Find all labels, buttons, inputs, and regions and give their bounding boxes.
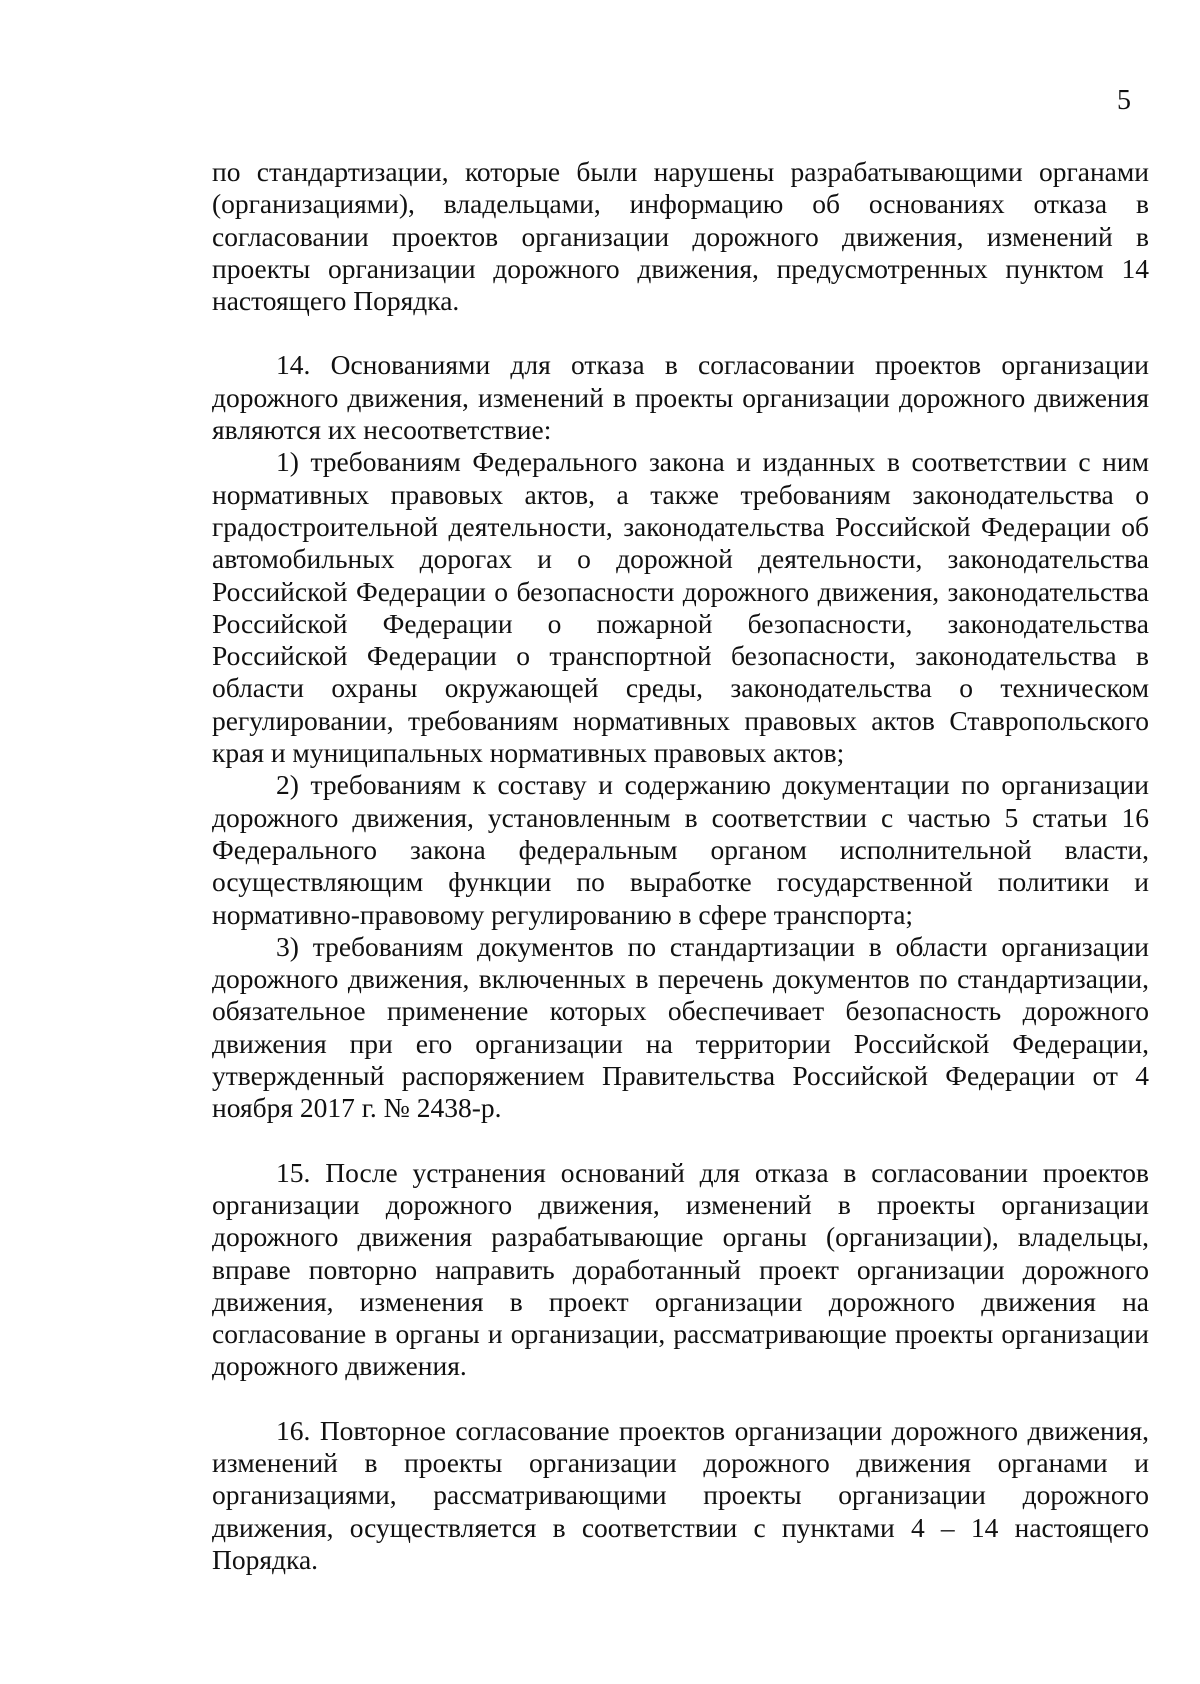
paragraph-item-14-3: 3) требованиям документов по стандартизации в области организации дорожного движения, включенных в перечень документов по стандартизации, обязательное применение которых обеспечивает безопасность дорожного движения при его организации на территории Российской Федерации, утвержденный распоряжением Правительства Российской Федерации от 4 ноября 2017 г. № 2438-р. [212,930,1149,1124]
page-number: 5 [1117,85,1131,116]
paragraph-item-15: 15. После устранения оснований для отказа в согласовании проектов организации дорожного движения, изменений в проекты организации дорожного движения разрабатывающие органы (организации), владельцы, вправе повторно направить доработанный проект организации дорожного движения, изменения в проект организации дорожного движения на согласование в органы и организации, рассматривающие проекты организации дорожного движения. [212,1156,1149,1382]
paragraph-item-14-1: 1) требованиям Федерального закона и изданных в соответствии с ним нормативных правовых актов, а также требованиям законодательства о градостроительной деятельности, законодательства Российской Федерации об автомобильных дорогах и о дорожной деятельности, законодательства Российской Федерации о безопасности дорожного движения, законодательства Российской Федерации о пожарной безопасности, законодательства Российской Федерации о транспортной безопасности, законодательства в области охраны окружающей среды, законодательства о техническом регулировании, требованиям нормативных правовых актов Ставропольского края и муниципальных нормативных правовых актов; [212,446,1149,769]
paragraph-item-16: 16. Повторное согласование проектов организации дорожного движения, изменений в проекты организации дорожного движения органами и организациями, рассматривающими проекты организации дорожного движения, осуществляется в соответствии с пунктами 4 – 14 настоящего Порядка. [212,1414,1149,1575]
paragraph-continuation: по стандартизации, которые были нарушены разрабатывающими органами (организациями), владельцами, информацию об основаниях отказа в согласовании проектов организации дорожного движения, изменений в проекты организации дорожного движения, предусмотренных пунктом 14 настоящего Порядка. [212,156,1149,317]
paragraph-item-14-2: 2) требованиям к составу и содержанию документации по организации дорожного движения, установленным в соответствии с частью 5 статьи 16 Федерального закона федеральным органом исполнительной власти, осуществляющим функции по выработке государственной политики и нормативно-правовому регулированию в сфере транспорта; [212,769,1149,930]
paragraph-item-14: 14. Основаниями для отказа в согласовании проектов организации дорожного движения, изменений в проекты организации дорожного движения являются их несоответствие: [212,349,1149,446]
document-body [212,156,1149,1576]
